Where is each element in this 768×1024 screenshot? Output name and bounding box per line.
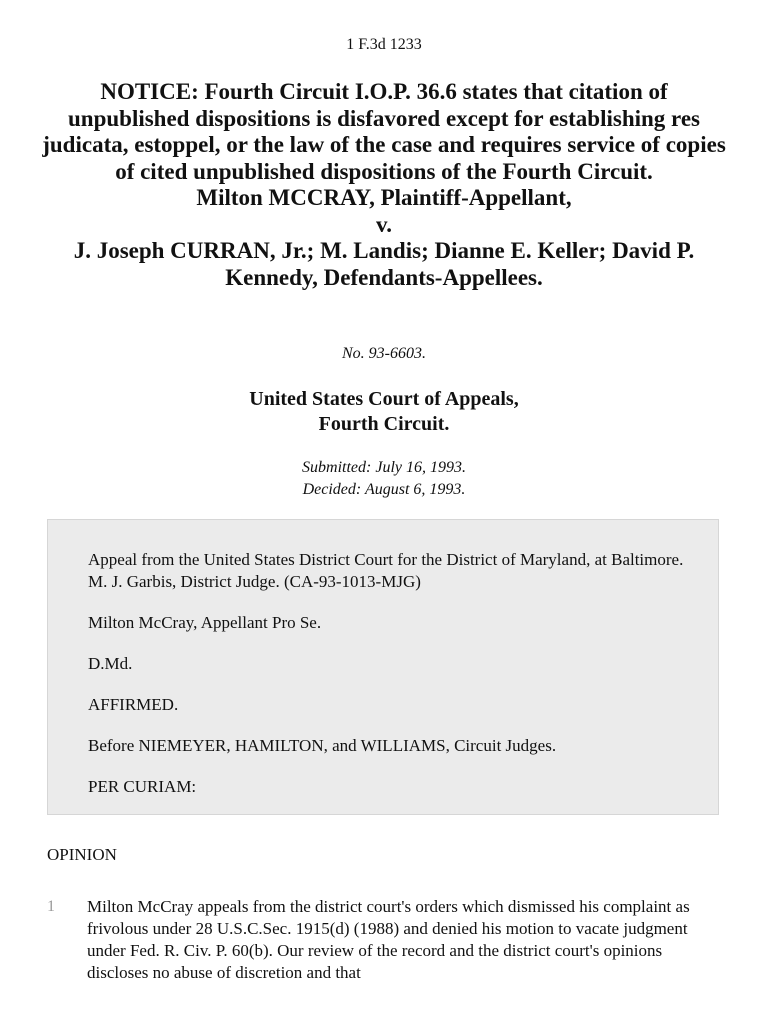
- decided-date: Decided: August 6, 1993.: [302, 481, 466, 498]
- case-title: [40, 79, 728, 291]
- reporter-citation: 1 F.3d 1233: [346, 36, 422, 53]
- case-dates: [0, 457, 768, 501]
- paragraph-text: Milton McCray appeals from the district court's orders which dismissed his complaint as frivolous under 28 U.S.C.Sec. 1915(d) (1988) and denied his motion to vacate judgment under Fed. R. Civ. P. 60(b). Our review of the record and the district court's opinions discloses no abuse of discretion and that: [87, 897, 690, 982]
- appeal-from-text: Appeal from the United States District Court for the District of Maryland, at Baltimore. M. J. Garbis, District Judge. (CA-93-1013-MJG): [88, 550, 684, 591]
- appellant-counsel-text: Milton McCray, Appellant Pro Se.: [88, 613, 322, 632]
- court-name: [0, 387, 768, 437]
- panel-text: Before NIEMEYER, HAMILTON, and WILLIAMS, Circuit Judges.: [88, 736, 557, 755]
- defendants-caption: J. Joseph CURRAN, Jr.; M. Landis; Dianne E. Keller; David P. Kennedy, Defendants-Appellees.: [73, 238, 695, 290]
- paragraph-number: 1: [47, 898, 55, 915]
- headnote-panel: [47, 519, 719, 815]
- court-name-line-2: Fourth Circuit.: [318, 413, 450, 435]
- court-name-line-1: United States Court of Appeals,: [249, 388, 519, 410]
- submitted-date: Submitted: July 16, 1993.: [302, 459, 466, 476]
- district-text: D.Md.: [88, 654, 133, 673]
- disposition-text: AFFIRMED.: [88, 695, 179, 714]
- per-curiam-text: PER CURIAM:: [88, 777, 197, 796]
- versus-caption: v.: [376, 211, 392, 237]
- plaintiff-caption: Milton MCCRAY, Plaintiff-Appellant,: [196, 185, 572, 210]
- opinion-heading: OPINION: [47, 845, 117, 864]
- docket-number: No. 93-6603.: [342, 345, 426, 362]
- unpublished-notice: NOTICE: Fourth Circuit I.O.P. 36.6 states that citation of unpublished dispositions is disfavored except for establishing res judicata, estoppel, or the law of the case and requires service of copies of cited unpublished dispositions of the Fourth Circuit.: [42, 79, 726, 184]
